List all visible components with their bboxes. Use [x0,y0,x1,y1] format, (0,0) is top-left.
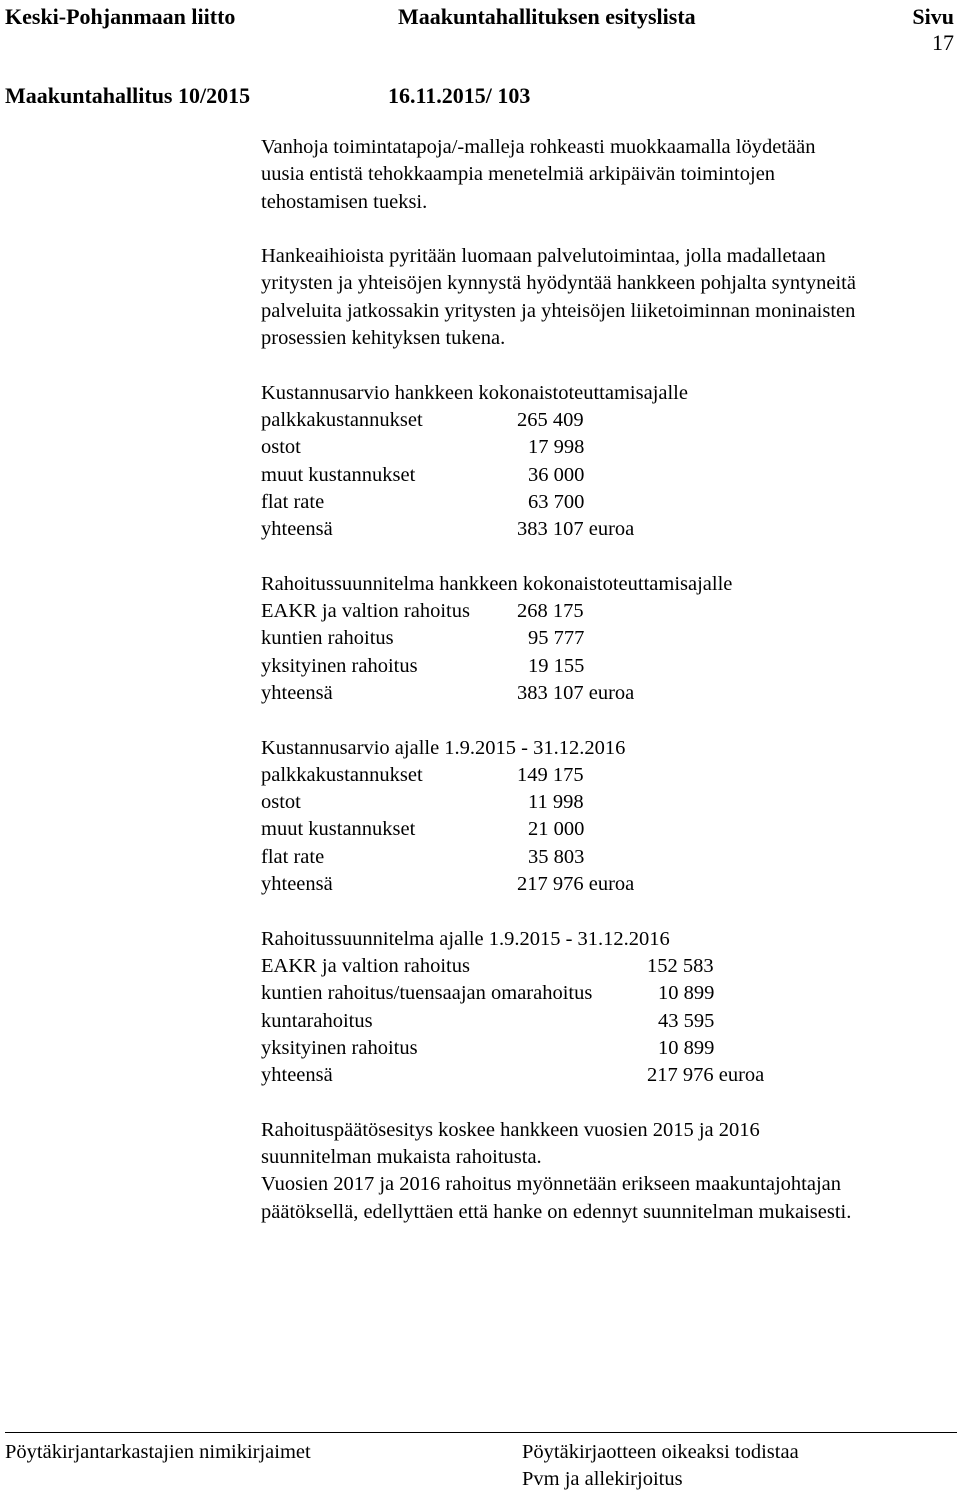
text-line: yritysten ja yhteisöjen kynnystä hyödyntää hankkeen pohjalta syntyneitä [261,272,856,295]
table-row [261,516,951,543]
table-row [261,789,951,816]
funding-plan-total [261,571,951,707]
table-title: Kustannusarvio ajalle 1.9.2015 - 31.12.2016 [261,736,626,759]
row-value: 152 583 [647,954,714,977]
row-label: EAKR ja valtion rahoitus [261,600,470,623]
table-row [261,1008,951,1035]
row-label: flat rate [261,490,325,513]
footer-signature-label: Pvm ja allekirjoitus [522,1468,683,1490]
row-label: yhteensä [261,873,333,896]
row-label: palkkakustannukset [261,408,423,431]
table-row [261,598,951,625]
row-label: kuntien rahoitus/tuensaajan omarahoitus [261,982,593,1005]
row-label: yhteensä [261,1064,333,1087]
row-label: muut kustannukset [261,463,416,486]
table-row [261,462,951,489]
row-label: flat rate [261,845,325,868]
paragraph-1 [261,134,951,216]
table-row [261,489,951,516]
table-row [261,680,951,707]
footer-initials-label: Pöytäkirjantarkastajien nimikirjaimet [5,1441,311,1463]
text-line: Vuosien 2017 ja 2016 rahoitus myönnetään erikseen maakuntajohtajan [261,1173,842,1196]
row-value: 265 409 [517,408,584,431]
cost-estimate-total [261,380,951,544]
row-value: 35 803 [528,845,585,868]
meeting-label: Maakuntahallitus 10/2015 [5,83,251,108]
row-value: 17 998 [528,436,585,459]
row-value: 11 998 [528,791,584,814]
cost-estimate-period [261,735,951,899]
row-label: ostot [261,436,301,459]
text-line: Hankeaihioista pyritään luomaan palvelutoimintaa, jolla madalletaan [261,245,826,268]
table-row [261,407,951,434]
row-label: muut kustannukset [261,818,416,841]
page-number: 17 [932,30,954,55]
paragraph-2 [261,243,951,352]
row-label: yhteensä [261,681,333,704]
row-value: 149 175 [517,763,584,786]
table-row [261,434,951,461]
row-value: 63 700 [528,490,585,513]
table-title: Kustannusarvio hankkeen kokonaistoteuttamisajalle [261,381,688,404]
row-value: 217 976 euroa [517,873,635,896]
text-line: palveluita jatkossakin yritysten ja yhteisöjen liiketoiminnan moninaisten [261,299,856,322]
row-label: EAKR ja valtion rahoitus [261,954,470,977]
row-label: ostot [261,791,301,814]
funding-plan-period [261,926,951,1090]
footer-divider [5,1432,957,1433]
row-value: 217 976 euroa [647,1064,765,1087]
row-value: 10 899 [658,982,715,1005]
table-title: Rahoitussuunnitelma hankkeen kokonaistoteuttamisajalle [261,572,733,595]
document-title: Maakuntahallituksen esityslista [398,4,696,29]
row-label: palkkakustannukset [261,763,423,786]
org-name: Keski-Pohjanmaan liitto [5,4,236,29]
footer-certification-label: Pöytäkirjaotteen oikeaksi todistaa [522,1441,799,1463]
table-row [261,953,951,980]
row-label: kuntien rahoitus [261,627,394,650]
page-label: Sivu [912,4,954,29]
table-title: Rahoitussuunnitelma ajalle 1.9.2015 - 31.12.2016 [261,927,670,950]
row-value: 43 595 [658,1009,715,1032]
date-reference: 16.11.2015/ 103 [388,83,531,108]
text-line: Rahoituspäätösesitys koskee hankkeen vuosien 2015 ja 2016 [261,1118,760,1141]
row-value: 95 777 [528,627,585,650]
text-line: prosessien kehityksen tukena. [261,327,506,350]
row-value: 10 899 [658,1036,715,1059]
text-line: tehostamisen tueksi. [261,190,428,213]
row-label: kuntarahoitus [261,1009,373,1032]
table-row [261,871,951,898]
table-row [261,762,951,789]
text-line: Vanhoja toimintatapoja/-malleja rohkeasti muokkaamalla löydetään [261,136,816,158]
row-value: 36 000 [528,463,585,486]
text-line: suunnitelman mukaista rahoitusta. [261,1145,542,1168]
row-label: yksityinen rahoitus [261,1036,418,1059]
closing-paragraph [261,1117,951,1226]
row-label: yhteensä [261,518,333,541]
text-line: uusia entistä tehokkaampia menetelmiä arkipäivän toimintojen [261,163,776,186]
table-row [261,653,951,680]
row-value: 268 175 [517,600,584,623]
page-header [0,0,960,120]
table-row [261,844,951,871]
row-value: 19 155 [528,654,585,677]
row-label: yksityinen rahoitus [261,654,418,677]
document-body [261,134,951,1226]
table-row [261,625,951,652]
table-row [261,1062,951,1089]
row-value: 383 107 euroa [517,681,635,704]
table-row [261,980,951,1007]
row-value: 21 000 [528,818,585,841]
table-row [261,1035,951,1062]
row-value: 383 107 euroa [517,518,635,541]
text-line: päätöksellä, edellyttäen että hanke on edennyt suunnitelman mukaisesti. [261,1200,852,1223]
table-row [261,816,951,843]
